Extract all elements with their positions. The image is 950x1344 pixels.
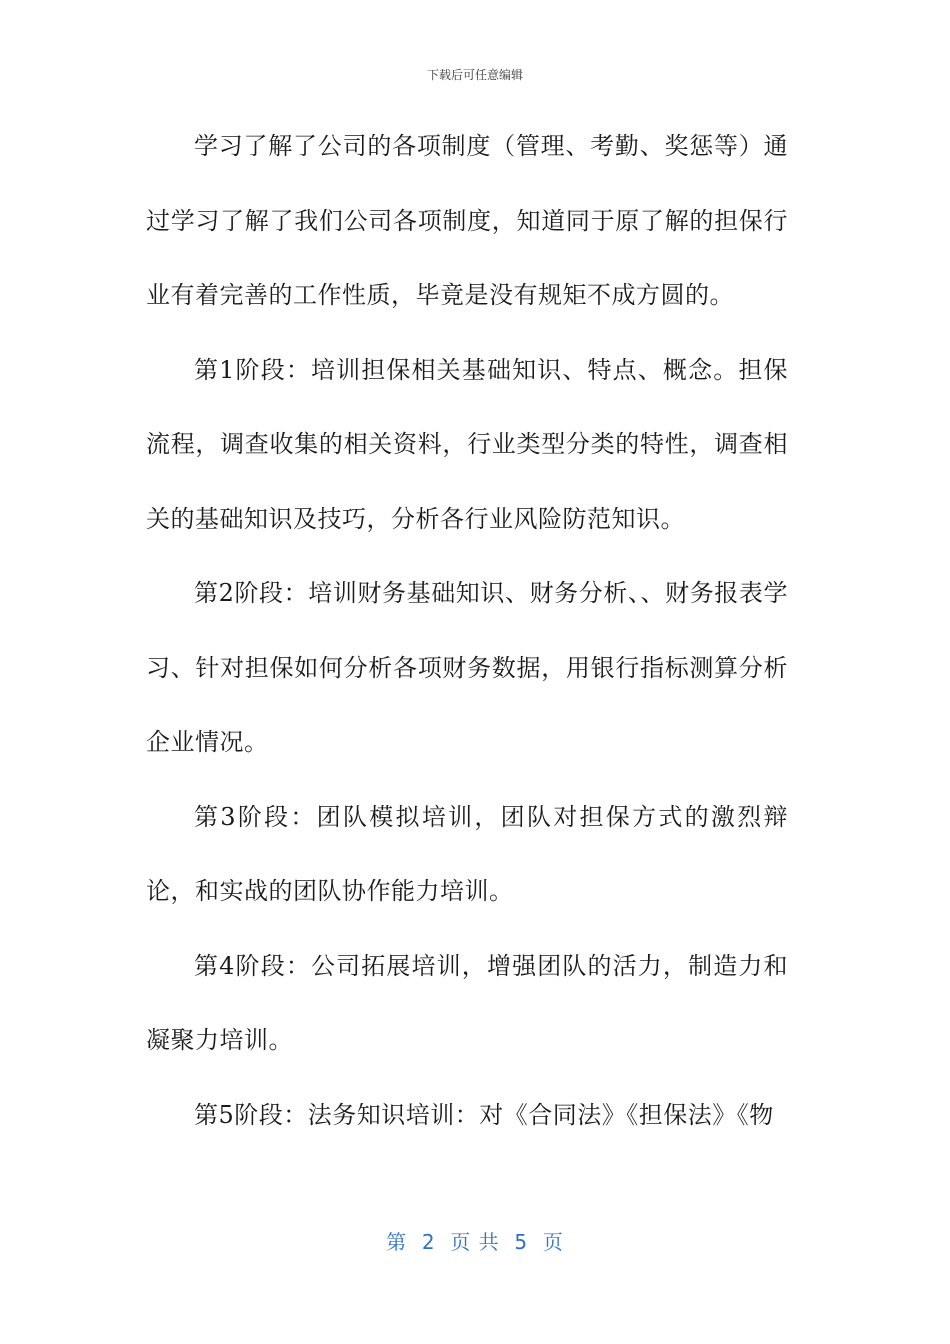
page-number-footer: 第 2 页 共 5 页 [386, 1230, 564, 1254]
paragraph-stage-4: 第4阶段：公司拓展培训，增强团队的活力，制造力和凝聚力培训。 [146, 951, 788, 1054]
document-body [146, 109, 788, 1152]
paragraph-stage-2: 第2阶段：培训财务基础知识、财务分析、、财务报表学习、针对担保如何分析各项财务数据，用银行指标测算分析企业情况。 [146, 579, 788, 756]
paragraph-stage-5: 第5阶段：法务知识培训：对《合同法》《担保法》《物 [194, 1100, 774, 1129]
paragraph-company-rules: 学习了解了公司的各项制度（管理、考勤、奖惩等）通过学习了解了我们公司各项制度，知道同于原了解的担保行业有着完善的工作性质，毕竟是没有规矩不成方圆的。 [146, 132, 788, 309]
page-header: 下载后可任意编辑 [426, 68, 523, 82]
paragraph-stage-1: 第1阶段：培训担保相关基础知识、特点、概念。担保流程，调查收集的相关资料，行业类型分类的特性，调查相关的基础知识及技巧，分析各行业风险防范知识。 [146, 355, 788, 533]
paragraph-stage-3: 第3阶段：团队模拟培训，团队对担保方式的激烈辩论，和实战的团队协作能力培训。 [146, 802, 788, 905]
